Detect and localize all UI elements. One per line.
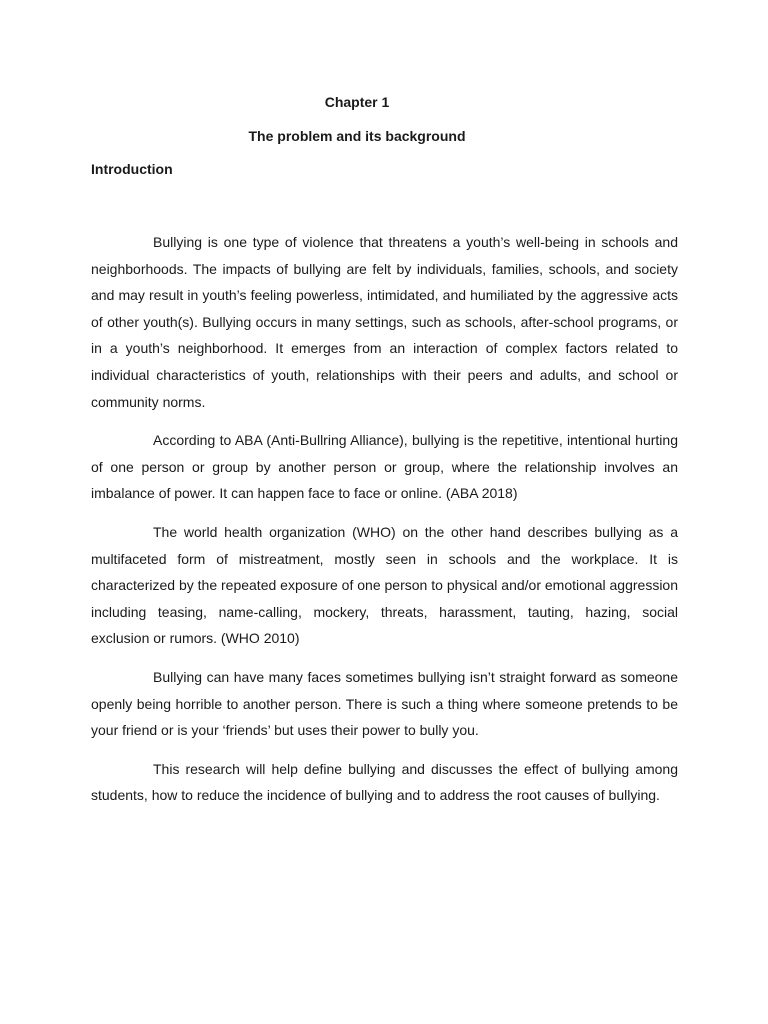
paragraph: Bullying can have many faces sometimes bullying isn’t straight forward as someone openly being horrible to another person. There is such a thing where someone pretends to be your friend or is your ‘friends’ but uses their power to bully you. xyxy=(91,668,678,739)
section-heading: Introduction xyxy=(91,161,173,177)
paragraph: This research will help define bullying and discusses the effect of bullying among students, how to reduce the incidence of bullying and to address the root causes of bullying. xyxy=(91,760,678,804)
chapter-title: The problem and its background xyxy=(248,128,466,144)
document-body xyxy=(91,229,678,821)
chapter-heading: Chapter 1 xyxy=(324,94,390,110)
paragraph: According to ABA (Anti-Bullring Alliance), bullying is the repetitive, intentional hurting of one person or group by another person or group, where the relationship involves an imbalance of power. It can happen face to face or online. (ABA 2018) xyxy=(91,432,678,502)
paragraph: Bullying is one type of violence that threatens a youth’s well-being in schools and neighborhoods. The impacts of bullying are felt by individuals, families, schools, and society and may result in youth’s feeling powerless, intimidated, and humiliated by the aggressive acts of other youth(s). Bullying occurs in many settings, such as schools, after-school programs, or in a youth’s neighborhood. It emerges from an interaction of complex factors related to individual characteristics of youth, relationships with their peers and adults, and school or community norms. xyxy=(91,234,678,410)
paragraph: The world health organization (WHO) on the other hand describes bullying as a multifaceted form of mistreatment, mostly seen in schools and the workplace. It is characterized by the repeated exposure of one person to physical and/or emotional aggression including teasing, name-calling, mockery, threats, harassment, tauting, hazing, social exclusion or rumors. (WHO 2010) xyxy=(91,523,678,647)
